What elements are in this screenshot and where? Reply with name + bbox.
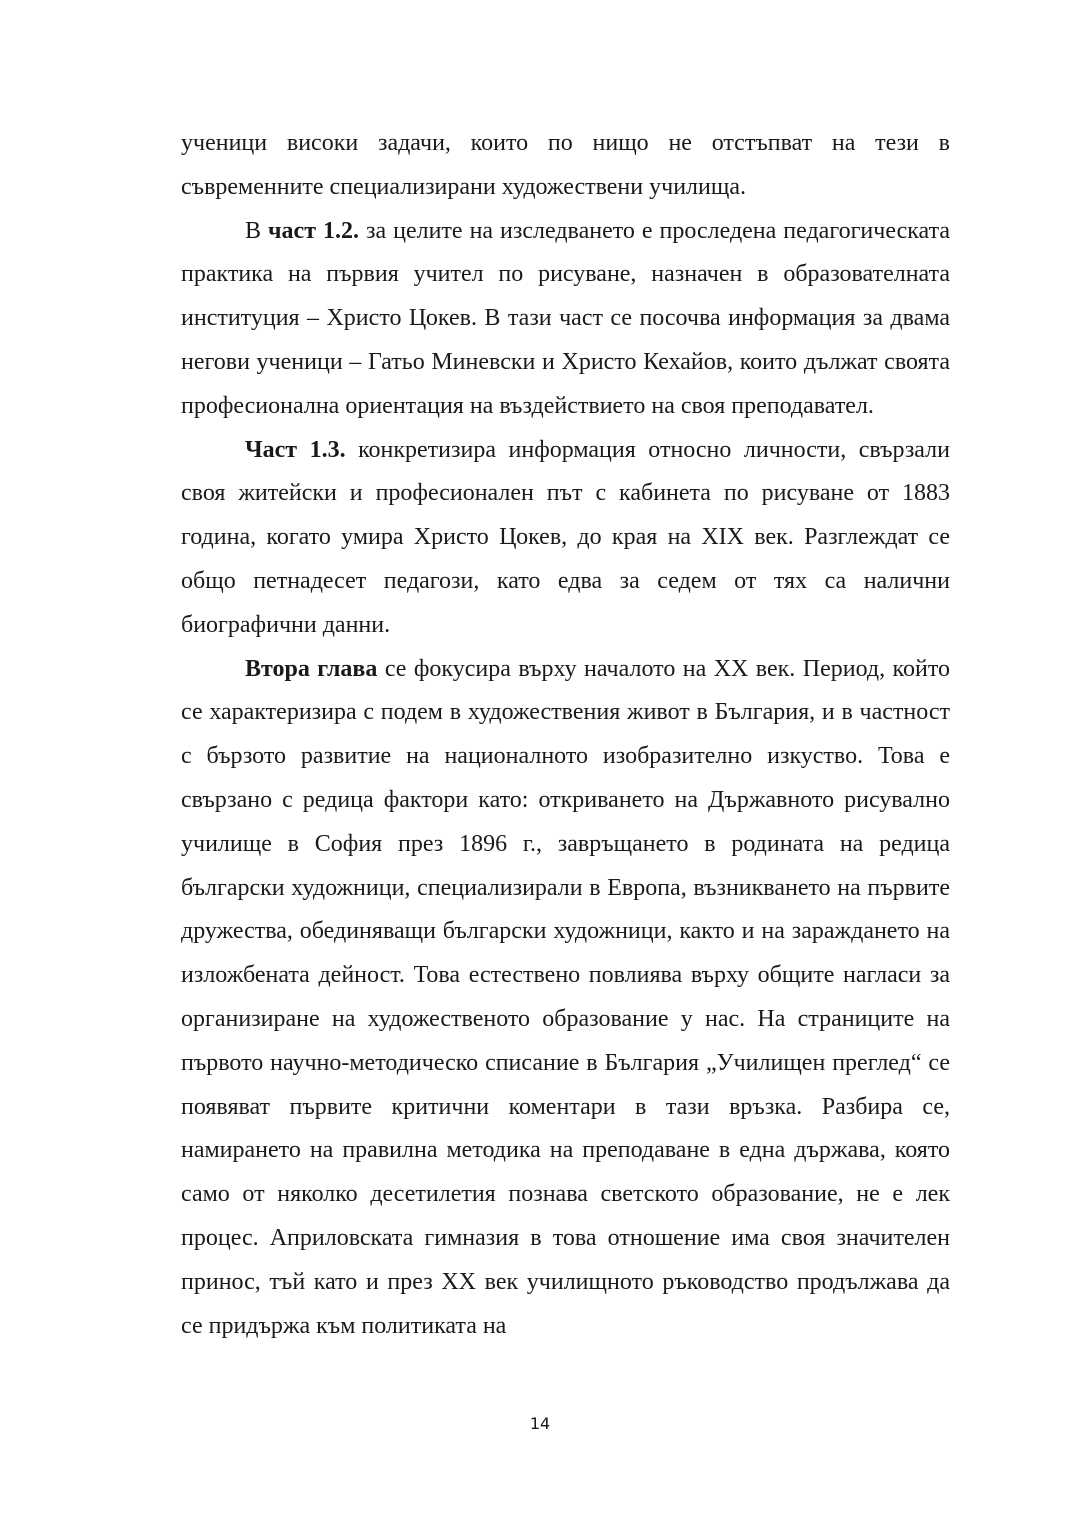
page-number: 14 <box>529 1414 551 1433</box>
section-reference: Част 1.3. <box>245 436 346 463</box>
paragraph-part-1-3 <box>181 429 950 648</box>
paragraph-chapter-two <box>181 648 950 1349</box>
paragraph-text: ученици високи задачи, които по нищо не отстъпват на тези в съвременните специализирани художествени училища. <box>181 130 950 200</box>
paragraph-lead: В <box>245 217 269 244</box>
paragraph-part-1-2 <box>181 210 950 429</box>
paragraph-continuation <box>181 122 950 210</box>
paragraph-text: се фокусира върху началото на XX век. Период, който се характеризира с подем в художествения живот в България, и в частност с бързото развитие на националното изобразително изкуство. Това е свързано с редица фактори като: откриването на Държавното рисувално училище в София през 1896 г., завръщането в родината на редица български художници, специализирали в Европа, възникването на първите дружества, обединяващи български художници, както и на зараждането на изложбената дейност. Това естествено повлиява върху общите нагласи за организиране на художественото образование у нас. На страниците на първото научно-методическо списание в България „Училищен преглед“ се появяват първите критични коментари в тази връзка. Разбира се, намирането на правилна методика на преподаване в една държава, която само от няколко десетилетия познава светското образование, не е лек процес. Априловската гимназия в това отношение има своя значителен принос, тъй като и през XX век училищното ръководство продължава да се придържа към политиката на <box>181 655 951 1339</box>
body-text <box>181 122 950 1348</box>
paragraph-text: конкретизира информация относно личности, свързали своя житейски и професионален път с кабинета по рисуване от 1883 година, когато умира Христо Цокев, до края на XIX век. Разглеждат се общо петнадесет педагози, като едва за седем от тях са налични биографични данни. <box>181 436 950 638</box>
section-reference: Втора глава <box>245 655 378 682</box>
section-reference: част 1.2. <box>268 217 359 244</box>
paragraph-text: за целите на изследването е проследена педагогическата практика на първия учител по рисуване, назначен в образователната институция – Христо Цокев. В тази част се посочва информация за двама негови ученици – Гатьо Миневски и Христо Кехайов, които дължат своята професионална ориентация на въздействието на своя преподавател. <box>181 217 951 419</box>
